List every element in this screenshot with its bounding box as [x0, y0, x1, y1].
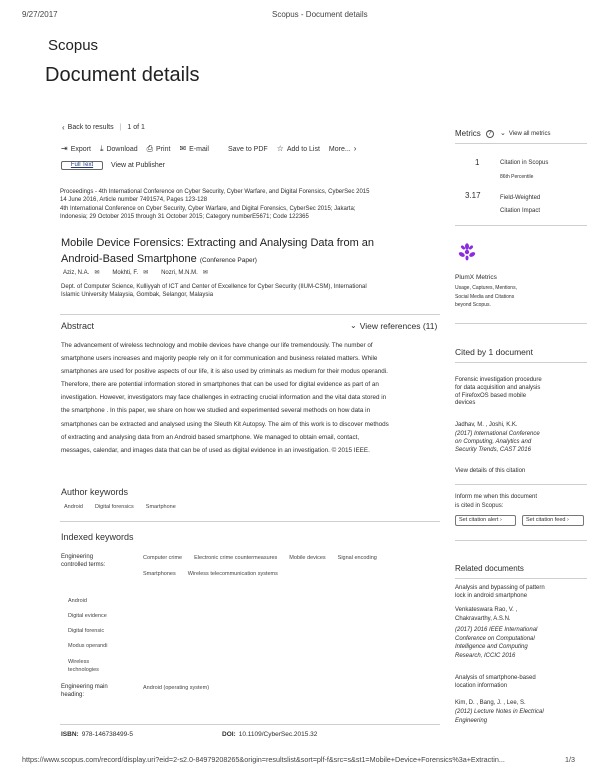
related-doc-1-authors [455, 606, 517, 623]
related-source-line: (2012) Lecture Notes in Electrical [455, 709, 544, 715]
engineering-controlled-label [61, 553, 105, 569]
main-heading-term: Android (operating system) [143, 685, 210, 691]
chevron-down-icon: ⌄ [350, 321, 357, 330]
label-line: Engineering main [61, 684, 108, 690]
abstract-line: investigation. However, investigators may face challenges in extracting crucial information and the vital data stored in [61, 394, 387, 402]
divider [455, 540, 587, 541]
metrics-title: Metrics [455, 129, 481, 138]
email-label: E-mail [189, 145, 209, 153]
controlled-term: Computer crime [143, 555, 183, 561]
citing-source-line: Security Trends, CAST 2016 [455, 447, 531, 453]
affiliation-line: Dept. of Computer Science, Kulliyyah of ICT and Center of Excellence for Cyber Security (IIUM-CSM), International [61, 284, 367, 290]
export-label: Export [70, 145, 91, 153]
divider: | [119, 124, 122, 131]
keyword: Digital forensics [94, 504, 134, 510]
print-icon: ⎙ [146, 144, 154, 153]
citing-source [455, 430, 540, 454]
related-source-line: Conference on Computational [455, 635, 535, 642]
abstract-line: of extracting and analysing data from an Android based smartphone. We managed to obtain email, contact, [61, 433, 360, 441]
export-button[interactable] [61, 145, 91, 153]
abstract-line: smartphone users increases and majority people rely on it for communication and business related matters. While [61, 355, 378, 363]
related-title-line: lock in android smartphone [455, 592, 528, 599]
citation-percentile: 86th Percentile [500, 174, 534, 180]
abstract-line: the smartphone . In this paper, we share on how we studied and experimented several methods on how data in [61, 407, 371, 415]
more-label: More... [328, 145, 351, 153]
abstract-text [61, 339, 441, 457]
pager: 1 of 1 [127, 124, 145, 131]
divider [60, 521, 440, 522]
fulltext-row [61, 161, 165, 171]
plumx-line: beyond Scopus. [455, 302, 491, 308]
print-date: 9/27/2017 [22, 10, 58, 19]
view-all-metrics-label: View all metrics [508, 131, 551, 137]
divider [60, 724, 440, 725]
source-line: 14 June 2016, Article number 7491574, Pages 123-128 [60, 197, 208, 204]
author-link[interactable]: Mokhti, F. [112, 270, 139, 276]
doi [222, 731, 317, 738]
save-pdf-button[interactable] [228, 146, 268, 153]
source-line: 4th International Conference on Cyber Security, Cyber Warfare, and Digital Forensics, CyberSec 2015; Jakarta; [60, 205, 356, 212]
engineering-main-label [61, 683, 108, 699]
add-to-list-label: Add to List [286, 145, 320, 153]
controlled-term: Wireless telecommunication systems [187, 571, 278, 577]
print-button[interactable] [147, 145, 171, 153]
prompt-line: is cited in Scopus: [455, 503, 504, 509]
author-keywords-heading: Author keywords [61, 487, 129, 497]
uncontrolled-term-part: Wireless [68, 659, 90, 665]
document-toolbar [61, 145, 356, 153]
email-icon: ✉ [179, 144, 187, 153]
chevron-right-icon: › [353, 144, 357, 153]
author-list [63, 269, 208, 277]
uncontrolled-term: Modus operandi [68, 643, 108, 649]
controlled-terms-row-1 [143, 555, 377, 561]
chevron-left-icon: ‹ [62, 122, 65, 132]
controlled-terms-row-2 [143, 571, 278, 577]
divider [455, 323, 587, 324]
fwci-value: 3.17 [465, 191, 481, 200]
related-source-line: Research, ICCIC 2016 [455, 652, 516, 659]
related-title-line: Analysis of smartphone-based [455, 675, 536, 681]
divider [60, 314, 440, 315]
uncontrolled-term: Android [68, 598, 87, 604]
related-title-line: location information [455, 683, 508, 689]
related-documents-heading: Related documents [455, 564, 524, 573]
print-page-title: Scopus - Document details [272, 10, 368, 19]
prompt-line: Inform me when this document [455, 494, 538, 500]
citation-label: Citation in Scopus [500, 160, 549, 166]
abstract-heading: Abstract [61, 321, 95, 331]
related-doc-2-authors: Kim, D. , Bang, J. , Lee, S. [455, 700, 526, 706]
divider [455, 225, 587, 226]
controlled-term: Signal encoding [337, 555, 377, 561]
info-icon[interactable]: ? [486, 130, 494, 138]
paper-title-line [61, 252, 401, 269]
related-doc-2[interactable] [455, 674, 590, 690]
fwci-label-line: Citation Impact [500, 208, 541, 214]
label-line: controlled terms: [61, 562, 106, 568]
citing-source-line: on Computing, Analytics and [455, 439, 532, 445]
author-link[interactable]: Nozri, M.N.M. [161, 270, 198, 276]
divider [455, 484, 587, 485]
abstract-line: messages, calendar, and images data that can be of used as digital evidence in an investigation. © 2015 IEEE. [61, 446, 370, 454]
print-url: https://www.scopus.com/record/display.uri?eid=2-s2.0-84979208265&origin=resultslist&sort=plf-f&src=s&st1=Mobile+Device+Forensics%3a+Extractin... [22, 755, 505, 764]
paper-title [61, 236, 401, 268]
related-source-line: Engineering [455, 717, 488, 724]
email-icon[interactable]: ✉ [202, 270, 208, 276]
author-keywords-list [64, 504, 176, 510]
affiliation [61, 283, 406, 300]
controlled-term: Mobile devices [289, 555, 326, 561]
view-references-link[interactable] [350, 321, 437, 331]
label-line: heading: [61, 692, 85, 698]
label-line: Engineering [61, 554, 94, 560]
related-doc-1[interactable] [455, 585, 590, 601]
cited-by-heading: Cited by 1 document [455, 347, 533, 357]
related-title-line: Analysis and bypassing of pattern [455, 585, 545, 591]
indexed-keywords-heading: Indexed keywords [61, 532, 134, 542]
related-author-line: Venkateswara Rao, V. , [455, 607, 518, 613]
email-icon[interactable]: ✉ [94, 270, 100, 276]
email-icon[interactable]: ✉ [143, 270, 149, 276]
view-at-publisher-link[interactable]: View at Publisher [111, 162, 165, 169]
isbn-value: 978-146738499-5 [81, 731, 134, 738]
citation-alert-prompt [455, 493, 537, 511]
citing-document[interactable] [455, 377, 590, 408]
controlled-term: Smartphones [143, 571, 176, 577]
citing-authors: Jadhav, M. , Joshi, K.K. [455, 422, 518, 428]
feed-label: Set citation feed [526, 517, 566, 523]
fwci-label-line: Field-Weighted [500, 195, 541, 201]
related-doc-1-source [455, 626, 537, 660]
abstract-line: The advancement of wireless technology and mobile devices have change our life tremendously. The number of [61, 342, 373, 349]
affiliation-line: Islamic University Malaysia, Gombak, Selangor, Malaysia [61, 292, 214, 299]
set-citation-alert-button[interactable]: Set citation alert › [455, 515, 516, 526]
citation-alert-buttons [455, 515, 600, 526]
full-text-button[interactable]: Full Text [61, 161, 103, 170]
citing-title-line: devices [455, 400, 476, 407]
scopus-logo[interactable]: Scopus [48, 37, 99, 54]
uncontrolled-term [68, 654, 107, 674]
print-label: Print [156, 145, 171, 153]
page-heading: Document details [45, 64, 200, 86]
view-citation-details-link[interactable]: View details of this citation [455, 468, 526, 474]
abstract-line: smartphones are used for positive aspects of our life, it is also used by criminals as medium for their modus operandi. [61, 368, 388, 376]
source-line[interactable]: Proceedings - 4th International Conference on Cyber Security, Cyber Warfare, and Digital Forensics, CyberSec 2015 [60, 189, 370, 195]
results-nav [62, 123, 145, 133]
citing-title-line: for data acquisition and analysis [455, 384, 541, 391]
isbn [61, 731, 133, 738]
star-icon: ☆ [276, 144, 284, 153]
uncontrolled-term-part: technologies [68, 667, 99, 673]
set-citation-feed-button[interactable]: Set citation feed › [522, 515, 584, 526]
keyword: Smartphone [145, 504, 176, 510]
download-button[interactable] [100, 145, 138, 153]
controlled-term: Electronic crime countermeasures [194, 555, 278, 561]
back-to-results-link[interactable]: Back to results [67, 124, 114, 131]
related-doc-2-source [455, 708, 544, 725]
related-source-line: Intelligence and Computing [455, 644, 528, 650]
paper-title-line: Mobile Device Forensics: Extracting and Analysing Data from an [61, 237, 375, 249]
citing-source-line: (2017) International Conference [455, 431, 540, 437]
related-source-line: (2017) 2016 IEEE International [455, 627, 538, 633]
citing-title-line: Forensic investigation procedure [455, 377, 542, 383]
divider [455, 578, 587, 579]
abstract-line: smartphones can be extracted and analysed using the Sleuth Kit Autopsy. The aim of this work is to discover methods [61, 420, 389, 428]
print-page-number: 1/3 [565, 755, 575, 764]
metrics-heading [455, 129, 494, 138]
export-icon: ⇥ [61, 144, 68, 153]
save-pdf-label: Save to PDF [227, 145, 268, 153]
document-type: (Conference Paper) [199, 256, 257, 264]
source-info [60, 188, 405, 221]
divider [455, 362, 587, 363]
uncontrolled-terms [68, 594, 107, 674]
plumx-icon[interactable] [457, 242, 477, 262]
plumx-title[interactable]: PlumX Metrics [455, 274, 497, 281]
uncontrolled-term: Digital evidence [68, 613, 107, 619]
citing-title-line: of FirefoxOS based mobile [455, 392, 527, 399]
uncontrolled-term: Digital forensic [68, 628, 105, 634]
isbn-label: ISBN: [61, 731, 79, 738]
plumx-description [455, 284, 517, 310]
citation-count: 1 [475, 158, 480, 167]
download-icon: ⤓ [99, 144, 104, 153]
plumx-line: Social Media and Citations [455, 293, 515, 300]
alert-label: Set citation alert [459, 517, 499, 523]
author-link[interactable]: Aziz, N.A. [63, 270, 90, 276]
chevron-down-icon: ⌄ [500, 130, 506, 137]
doi-label: DOI: [222, 731, 236, 738]
view-all-metrics-link[interactable] [500, 130, 550, 138]
doi-value[interactable]: 10.1109/CyberSec.2015.32 [238, 731, 318, 738]
plumx-line: Usage, Captures, Mentions, [455, 285, 517, 291]
add-to-list-button[interactable] [277, 145, 320, 153]
paper-title-text: Android-Based Smartphone [61, 252, 197, 265]
fwci-label [500, 192, 540, 218]
view-references-label: View references (11) [359, 321, 438, 331]
download-label: Download [106, 145, 138, 153]
related-author-line: Chakravarthy, A.S.N. [455, 615, 511, 622]
divider [455, 143, 587, 144]
more-button[interactable] [329, 145, 356, 153]
source-line: Indonesia; 29 October 2015 through 31 October 2015; Category numberE5671; Code 122365 [60, 213, 309, 220]
abstract-line: Therefore, there are potential information stored in smartphones that can be used for digital evidence as part of an [61, 381, 379, 389]
keyword: Android [64, 504, 83, 510]
email-button[interactable] [179, 145, 209, 153]
